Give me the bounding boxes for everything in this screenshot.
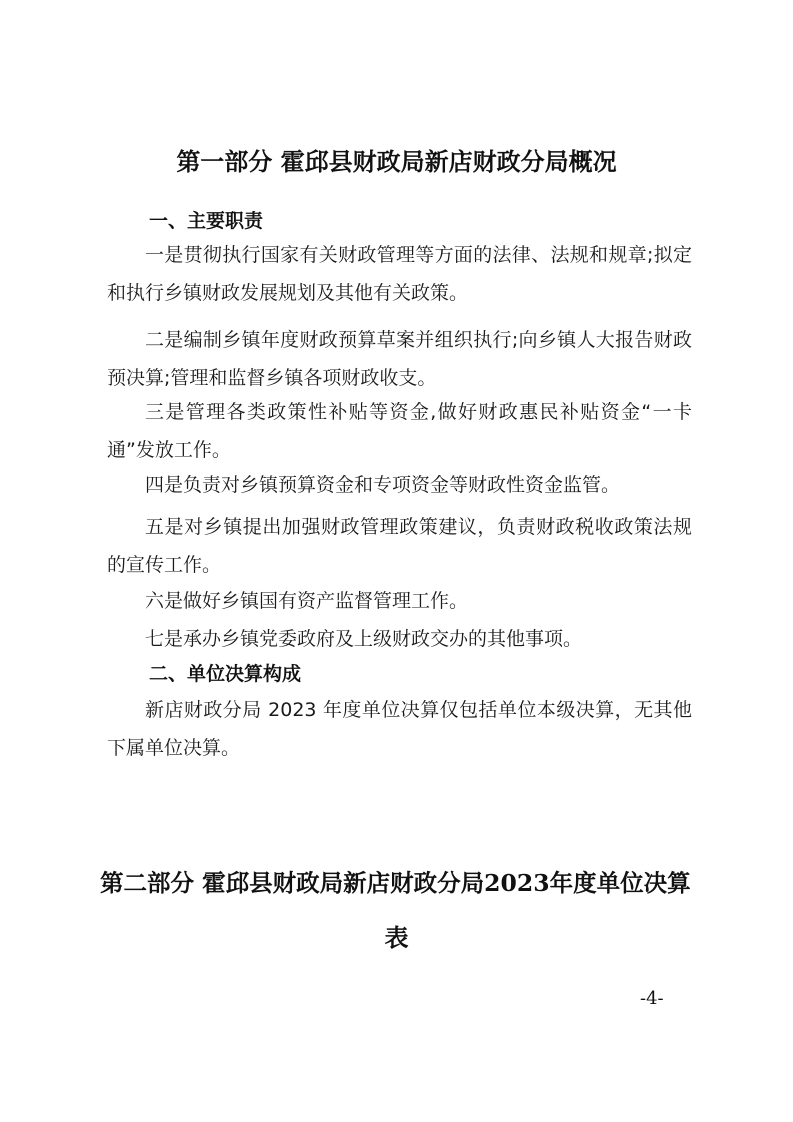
part1-title: 第一部分 霍邱县财政局新店财政分局概况 bbox=[176, 147, 617, 176]
paragraph-duty-4: 四是负责对乡镇预算资金和专项资金等财政性资金监管。 bbox=[145, 474, 621, 496]
paragraph-duty-1: 一是贯彻执行国家有关财政管理等方面的法律、法规和规章;拟定和执行乡镇财政发展规划及其他有关政策。 bbox=[107, 244, 692, 304]
section2-heading: 二、单位决算构成 bbox=[149, 663, 302, 685]
paragraph-duty-3: 三是管理各类政策性补贴等资金,做好财政惠民补贴资金“一卡通”发放工作。 bbox=[107, 401, 692, 461]
paragraph-duty-7: 七是承办乡镇党委政府及上级财政交办的其他事项。 bbox=[145, 628, 583, 650]
part2-title-line1: 第二部分 霍邱县财政局新店财政分局2023年度单位决算 bbox=[100, 869, 691, 897]
paragraph-duty-2: 二是编制乡镇年度财政预算草案并组织执行;向乡镇人大报告财政预决算;管理和监督乡镇各项财政收支。 bbox=[107, 329, 692, 389]
page-number: -4- bbox=[640, 988, 664, 1009]
part2-title-line2: 表 bbox=[384, 923, 409, 952]
paragraph-duty-5: 五是对乡镇提出加强财政管理政策建议，负责财政税收政策法规的宣传工作。 bbox=[107, 516, 692, 576]
section1-heading: 一、主要职责 bbox=[149, 210, 264, 232]
paragraph-composition: 新店财政分局 2023 年度单位决算仅包括单位本级决算，无其他下属单位决算。 bbox=[107, 699, 692, 759]
paragraph-duty-6: 六是做好乡镇国有资产监督管理工作。 bbox=[145, 590, 469, 612]
